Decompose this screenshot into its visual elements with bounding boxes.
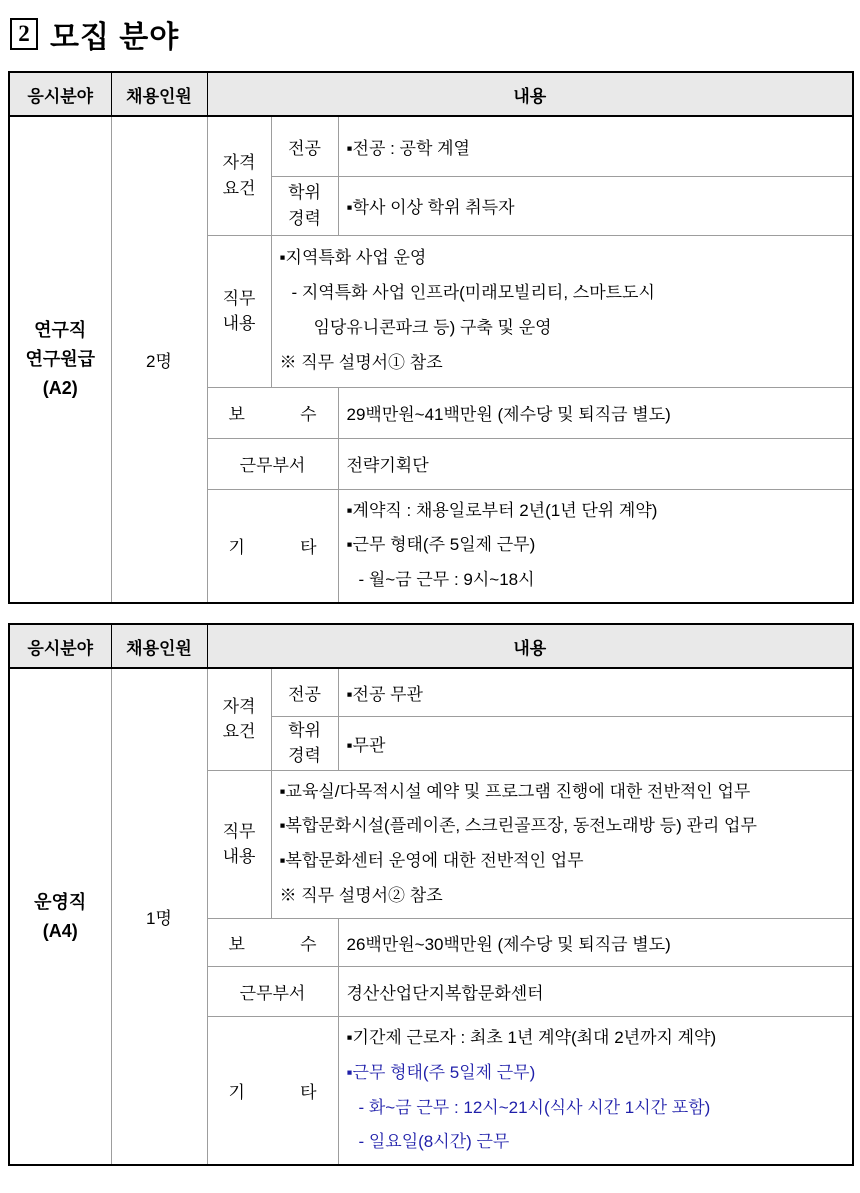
- duty-note: ※ 직무 설명서② 참조: [279, 886, 443, 906]
- duty-line: - 지역특화 사업 인프라(미래모빌리티, 스마트도시: [291, 283, 655, 303]
- major-value-cell: ▪전공 : 공학 계열: [338, 116, 853, 176]
- table-row: [9, 668, 853, 716]
- section-number-box: 2: [10, 18, 38, 50]
- recruitment-table-a4: [8, 623, 854, 1166]
- duty-label-cell: [207, 235, 271, 387]
- qualification-label: 자격요건: [222, 696, 256, 742]
- department-label: 근무부서: [239, 983, 306, 1003]
- header-field: 응시분야: [9, 72, 111, 116]
- qualification-label-cell: [207, 116, 271, 235]
- header-content: 내용: [207, 72, 853, 116]
- field-line: 운영직: [34, 891, 87, 912]
- headcount-cell: 2명: [111, 116, 207, 603]
- etc-line: - 화~금 근무 : 12시~21시(식사 시간 1시간 포함): [358, 1097, 711, 1117]
- table-header-row: [9, 624, 853, 668]
- duty-line: ▪교육실/다목적시설 예약 및 프로그램 진행에 대한 전반적인 업무: [279, 781, 751, 801]
- etc-label: 기 타: [228, 1083, 317, 1103]
- department-label: 근무부서: [239, 456, 306, 475]
- qualification-label: 자격요건: [222, 153, 256, 198]
- etc-line: ▪계약직 : 채용일로부터 2년(1년 단위 계약): [346, 500, 658, 520]
- degree-label-cell: [271, 716, 338, 770]
- degree-label-cell: [271, 176, 338, 235]
- table-header-row: [9, 72, 853, 116]
- header-content: 내용: [207, 624, 853, 668]
- department-label-cell: [207, 438, 338, 489]
- duty-label: 직무내용: [222, 288, 256, 333]
- etc-line: - 월~금 근무 : 9시~18시: [358, 570, 535, 590]
- duty-line: 임당유니콘파크 등) 구축 및 운영: [313, 318, 552, 337]
- etc-line: ▪근무 형태(주 5일제 근무): [346, 1062, 536, 1082]
- duty-line: ▪복합문화시설(플레이존, 스크린골프장, 동전노래방 등) 관리 업무: [279, 816, 757, 836]
- header-field: 응시분야: [9, 624, 111, 668]
- field-line: (A4): [42, 920, 78, 941]
- pay-label-cell: [207, 918, 338, 966]
- department-label-cell: [207, 966, 338, 1016]
- degree-label: 학위경력: [288, 720, 321, 766]
- duty-line: ▪복합문화센터 운영에 대한 전반적인 업무: [279, 851, 584, 871]
- duty-value-cell: [271, 770, 853, 918]
- pay-value-cell: 26백만원~30백만원 (제수당 및 퇴직금 별도): [338, 918, 853, 966]
- field-cell: [9, 116, 111, 603]
- duty-label-cell: [207, 770, 271, 918]
- table-row: [9, 116, 853, 176]
- qualification-label-cell: [207, 668, 271, 770]
- major-label-cell: 전공: [271, 116, 338, 176]
- department-value-cell: 전략기획단: [338, 438, 853, 489]
- etc-label: 기 타: [228, 538, 317, 558]
- degree-label: 학위경력: [288, 183, 321, 228]
- section-title: [10, 12, 852, 56]
- duty-label: 직무내용: [222, 821, 256, 867]
- pay-value-cell: 29백만원~41백만원 (제수당 및 퇴직금 별도): [338, 387, 853, 438]
- duty-value-cell: [271, 235, 853, 387]
- etc-value-cell: [338, 489, 853, 603]
- section-title-text: 모집 분야: [50, 21, 180, 54]
- duty-note: ※ 직무 설명서① 참조: [279, 352, 443, 372]
- degree-value-cell: ▪학사 이상 학위 취득자: [338, 176, 853, 235]
- pay-label: 보 수: [228, 934, 317, 954]
- recruitment-table-a2: [8, 71, 854, 604]
- degree-value-cell: ▪무관: [338, 716, 853, 770]
- major-label-cell: 전공: [271, 668, 338, 716]
- etc-label-cell: [207, 489, 338, 603]
- duty-line: ▪지역특화 사업 운영: [279, 248, 427, 268]
- field-line: (A2): [42, 377, 78, 398]
- field-cell: [9, 668, 111, 1165]
- etc-line: - 일요일(8시간) 근무: [358, 1132, 510, 1152]
- department-value-cell: 경산산업단지복합문화센터: [338, 966, 853, 1016]
- etc-label-cell: [207, 1016, 338, 1165]
- field-line: 연구원급: [25, 349, 96, 370]
- header-headcount: 채용인원: [111, 72, 207, 116]
- etc-line: ▪근무 형태(주 5일제 근무): [346, 535, 536, 555]
- field-line: 연구직: [34, 320, 87, 341]
- etc-line: ▪기간제 근로자 : 최초 1년 계약(최대 2년까지 계약): [346, 1027, 717, 1047]
- headcount-cell: 1명: [111, 668, 207, 1165]
- etc-value-cell: [338, 1016, 853, 1165]
- major-value-cell: ▪전공 무관: [338, 668, 853, 716]
- pay-label-cell: [207, 387, 338, 438]
- pay-label: 보 수: [228, 405, 317, 424]
- header-headcount: 채용인원: [111, 624, 207, 668]
